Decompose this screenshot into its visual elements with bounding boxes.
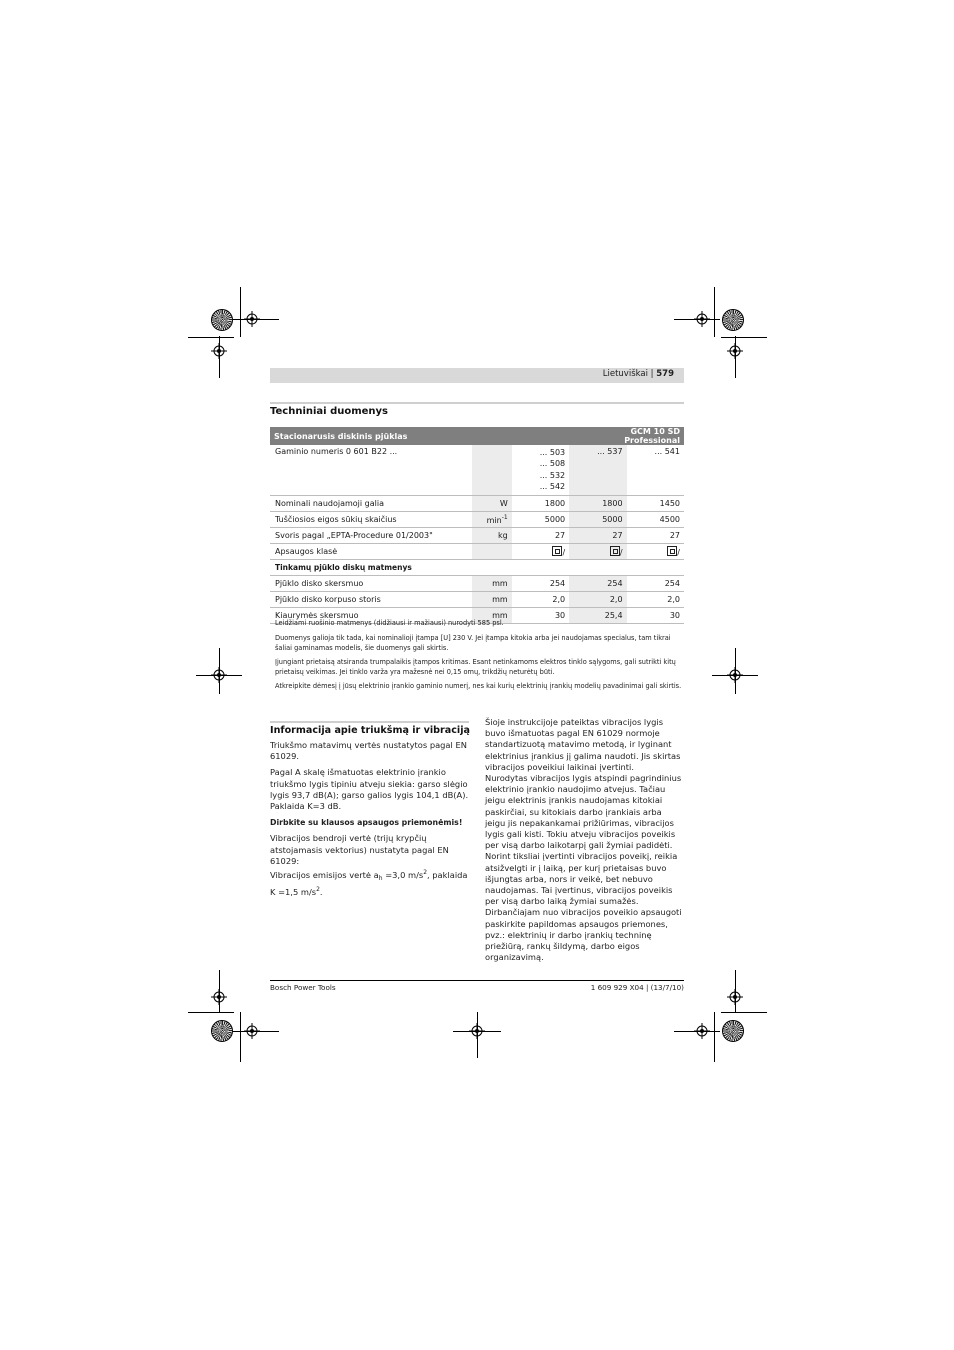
color-target-icon xyxy=(722,1020,744,1042)
registration-mark-icon xyxy=(727,667,743,683)
article-variants: ... 503 ... 508 ... 532 ... 542 xyxy=(512,445,569,496)
header-text: Lietuviškai | 579 xyxy=(602,369,674,379)
unit-cell: $\min^{-1}$ xyxy=(472,512,511,528)
paragraph: Šioje instrukcijoje pateiktas vibracijos lygis buvo išmatuotas pagal EN 61029 normoje standartizuotą matavimo metodą, ir lyginant elektrinius įrankius jį galima naudoti. Jis skirtas vibracijos poveikiui laikinai įvertinti. xyxy=(485,717,681,772)
registration-mark-icon xyxy=(727,343,743,359)
registration-mark-icon xyxy=(244,1023,260,1039)
section-divider xyxy=(270,402,684,404)
spec-table xyxy=(270,427,684,624)
registration-mark-icon xyxy=(211,667,227,683)
header-language: Lietuviškai xyxy=(602,369,648,379)
table-row-protection-class: Apsaugos klasė / / / xyxy=(270,544,684,560)
color-target-icon xyxy=(211,309,233,331)
color-target-icon xyxy=(211,1020,233,1042)
spec-table-header xyxy=(270,427,684,445)
table-row-blade-diameter: Pjūklo disko skersmuo mm 254 254 254 xyxy=(270,576,684,592)
table-subheading: Tinkamų pjūklo diskų matmenys xyxy=(270,560,684,576)
paragraph: Triukšmo matavimų vertės nustatytos pagal EN 61029. xyxy=(270,740,467,762)
row-label: Gaminio numeris 0 601 B22 ... xyxy=(270,445,472,496)
right-column xyxy=(485,717,684,963)
paragraph: Vibracijos bendroji vertė (trijų krypčių atstojamasis vektorius) nustatyta pagal EN 61029: Vibracijos emisijos vertė $a_h =3,0$ $m/s^2$, paklaida K =1,5 $m/s^2$. xyxy=(270,833,468,898)
registration-mark-icon xyxy=(694,1023,710,1039)
registration-mark-icon xyxy=(727,989,743,1005)
paragraph: Norint tiksliai įvertinti vibracijos poveikį, reikia atsižvelgti ir į laiką, per kurį prietaisas buvo išjungtas arba, nors ir veikė, bet nebuvo naudojamas. Tai įvertinus, vibracijos poveikis per visą darbo laiką žymiai sumažės. xyxy=(485,851,678,907)
protection-class-icon xyxy=(667,546,677,556)
table-note: Įjungiant prietaisą atsiranda trumpalaikis įtampos kritimas. Esant netinkamoms elektros tinklo sąlygoms, gali sutrikti kitų prietaisų veikimas. Jei tinklo varža yra mažesnė nei 0,15 omų, trikdžių neturėtų būti. xyxy=(275,658,676,676)
section-title-technical-data: Techniniai duomenys xyxy=(270,406,389,417)
table-note: Duomenys galioja tik tada, kai nominalioji įtampa [U] 230 V. Jei įtampa kitokia arba jei naudojamas specialus, tam tikrai šaliai gaminamas modelis, šie duomenys gali skirtis. xyxy=(275,634,671,652)
paragraph: Nurodytas vibracijos lygis atspindi pagrindinius elektrinio įrankio naudojimo atvejus. Tačiau jeigu elektrinis įrankis naudojamas kitokiai paskirčiai, su kitokiais darbo įrankiais arba jeigu jis nepakankamai prižiūrimas, vibracijos lygis gali kisti. Tokiu atveju vibracijos poveikis per visą darbo laikotarpį gali žymiai padidėti. xyxy=(485,773,682,851)
footer-divider xyxy=(270,980,684,981)
protection-class-icon xyxy=(610,546,620,556)
registration-mark-icon xyxy=(211,989,227,1005)
section-title-noise-vibration: Informacija apie triukšmą ir vibraciją xyxy=(270,725,470,736)
registration-mark-icon xyxy=(211,343,227,359)
registration-mark-icon xyxy=(469,1023,485,1039)
left-column xyxy=(270,740,469,903)
registration-mark-icon xyxy=(244,311,260,327)
protection-class-icon xyxy=(552,546,562,556)
page-header xyxy=(270,368,684,383)
table-row-bore: Kiaurymės skersmuo mm 30 25,4 30 xyxy=(270,608,684,624)
product-name: GCM 10 SD Professional xyxy=(569,427,684,445)
section-divider xyxy=(270,721,469,723)
table-row-article-number: Gaminio numeris 0 601 B22 ... ... 503 ... 508 ... 532 ... 542 ... 537 ... 541 xyxy=(270,445,684,496)
footer-right: 1 609 929 X04 | (13/7/10) xyxy=(590,983,684,992)
table-note: Atkreipkite dėmesį į jūsų elektrinio įrankio gaminio numerį, nes kai kurių elektrinių įrankių modelių pavadinimai gali skirtis. xyxy=(275,682,682,690)
product-type-label: Stacionarusis diskinis pjūklas xyxy=(270,427,569,445)
table-row-blade-thickness: Pjūklo disko korpuso storis mm 2,0 2,0 2,0 xyxy=(270,592,684,608)
page-number: 579 xyxy=(656,369,674,379)
registration-mark-icon xyxy=(694,311,710,327)
table-row-weight: Svoris pagal „EPTA-Procedure 01/2003" kg 27 27 27 xyxy=(270,528,684,544)
warning-text: Dirbkite su klausos apsaugos priemonėmis! xyxy=(270,818,463,828)
table-row-speed: Tuščiosios eigos sūkių skaičius $\min^{-1}$ 5000 5000 4500 xyxy=(270,512,684,528)
footer-left: Bosch Power Tools xyxy=(270,983,336,992)
color-target-icon xyxy=(722,309,744,331)
paragraph: Pagal A skalę išmatuotas elektrinio įrankio triukšmo lygis tipiniu atveju siekia: garso slėgio lygis 93,7 dB(A); garso galios lygis 104,1 dB(A). Paklaida K=3 dB. xyxy=(270,767,469,812)
paragraph: Dirbančiajam nuo vibracijos poveikio apsaugoti paskirkite papildomas apsaugos priemones, pvz.: elektrinių ir darbo įrankių techninę priežiūrą, rankų šildymą, darbo eigos organizavimą. xyxy=(485,907,682,963)
table-row-power: Nominali naudojamoji galia W 1800 1800 1450 xyxy=(270,496,684,512)
table-note: Leidžiami ruošinio matmenys (didžiausi ir mažiausi) nurodyti 585 psl. xyxy=(275,619,504,627)
